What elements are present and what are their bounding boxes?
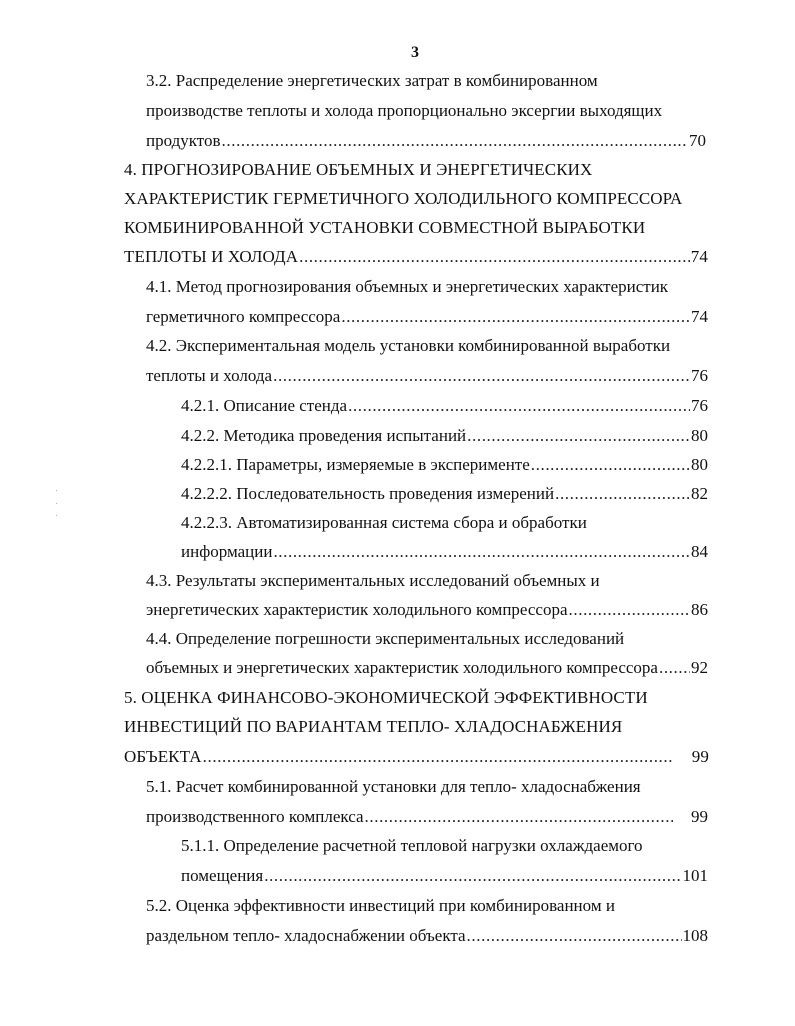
- toc-page-number: 76: [691, 366, 708, 385]
- toc-page-number: 74: [691, 307, 708, 326]
- toc-entry: [146, 595, 708, 625]
- toc-page-number: 99: [691, 747, 709, 766]
- toc-page-number: 82: [691, 484, 708, 503]
- toc-leader-dots: [348, 391, 690, 421]
- toc-entry-title: энергетических характеристик холодильного компрессора: [146, 600, 568, 619]
- toc-page-number: 74: [690, 247, 708, 266]
- toc-line: [146, 96, 662, 126]
- toc-leader-dots: [365, 802, 673, 832]
- toc-page-number: 92: [691, 658, 708, 677]
- toc-chapter-line: [124, 683, 648, 713]
- toc-line-text: 5.1.1. Определение расчетной тепловой нагрузки охлаждаемого: [181, 836, 643, 855]
- toc-line-text: 4.4. Определение погрешности экспериментальных исследований: [146, 629, 625, 648]
- toc-line-text: 4.2. Экспериментальная модель установки комбинированной выработки: [146, 336, 671, 355]
- toc-page-number: 101: [682, 866, 708, 885]
- toc-entry-title: 4.2.1. Описание стенда: [181, 396, 348, 415]
- toc-chapter-line: [124, 712, 622, 742]
- toc-entry-title: помещения: [181, 866, 264, 885]
- toc-entry: [181, 861, 708, 891]
- toc-line-text: 5.2. Оценка эффективности инвестиций при комбинированном и: [146, 896, 615, 915]
- toc-entry: [146, 653, 708, 683]
- toc-line-text: 5. ОЦЕНКА ФИНАНСОВО-ЭКОНОМИЧЕСКОЙ ЭФФЕКТИВНОСТИ: [124, 688, 648, 707]
- toc-page-number: 76: [691, 396, 708, 415]
- toc-leader-dots: [273, 537, 690, 567]
- toc-leader-dots: [299, 242, 690, 272]
- toc-chapter-line: [124, 184, 682, 214]
- toc-line-text: 4. ПРОГНОЗИРОВАНИЕ ОБЪЕМНЫХ И ЭНЕРГЕТИЧЕСКИХ: [124, 160, 593, 179]
- toc-line: [181, 508, 587, 538]
- toc-line-text: ХАРАКТЕРИСТИК ГЕРМЕТИЧНОГО ХОЛОДИЛЬНОГО КОМПРЕССОРА: [124, 189, 683, 208]
- toc-entry: [181, 421, 708, 451]
- toc-line: [146, 331, 670, 361]
- toc-leader-dots: [264, 861, 681, 891]
- toc-line: [146, 66, 598, 96]
- toc-line-text: 4.1. Метод прогнозирования объемных и энергетических характеристик: [146, 277, 669, 296]
- toc-entry: [124, 742, 709, 772]
- toc-entry-title: информации: [181, 542, 273, 561]
- toc-entry: [146, 361, 708, 391]
- scan-speck: [56, 503, 57, 504]
- toc-entry-title: производственного комплекса: [146, 807, 364, 826]
- toc-line-text: 4.3. Результаты экспериментальных исследований объемных и: [146, 571, 600, 590]
- toc-line-text: ИНВЕСТИЦИЙ ПО ВАРИАНТАМ ТЕПЛО- ХЛАДОСНАБЖЕНИЯ: [124, 717, 623, 736]
- toc-entry-title: теплоты и холода: [146, 366, 273, 385]
- toc-line-text: КОМБИНИРОВАННОЙ УСТАНОВКИ СОВМЕСТНОЙ ВЫРАБОТКИ: [124, 218, 646, 237]
- toc-leader-dots: [467, 921, 682, 951]
- toc-entry-title: продуктов: [146, 131, 221, 150]
- toc-leader-dots: [222, 126, 688, 156]
- toc-entry: [181, 450, 708, 480]
- toc-leader-dots: [531, 450, 690, 480]
- toc-entry-title: 4.2.2.2. Последовательность проведения измерений: [181, 484, 555, 503]
- toc-line-text: 4.2.2.3. Автоматизированная система сбора и обработки: [181, 513, 587, 532]
- toc-page-number: 99: [691, 807, 708, 826]
- toc-entry: [181, 479, 708, 509]
- toc-leader-dots: [555, 479, 690, 509]
- toc-entry: [124, 242, 708, 272]
- toc-page-number: 70: [689, 131, 706, 150]
- toc-entry-title: раздельном тепло- хладоснабжении объекта: [146, 926, 466, 945]
- toc-line: [146, 272, 668, 302]
- toc-line: [146, 772, 641, 802]
- toc-line-text: 5.1. Расчет комбинированной установки для тепло- хладоснабжения: [146, 777, 641, 796]
- toc-line: [146, 624, 624, 654]
- toc-entry: [181, 537, 708, 567]
- page-number: 3: [411, 44, 419, 61]
- toc-line: [146, 566, 600, 596]
- toc-line: [181, 831, 643, 861]
- toc-leader-dots: [273, 361, 690, 391]
- toc-line: [146, 891, 615, 921]
- toc-entry: [146, 302, 708, 332]
- toc-leader-dots: [341, 302, 690, 332]
- toc-leader-dots: [467, 421, 690, 451]
- toc-entry: [181, 391, 708, 421]
- toc-page-number: 84: [691, 542, 708, 561]
- toc-entry: [146, 126, 706, 156]
- toc-chapter-line: [124, 155, 592, 185]
- toc-page-number: 86: [691, 600, 708, 619]
- scan-speck: [56, 490, 57, 491]
- toc-chapter-line: [124, 213, 645, 243]
- toc-entry: [146, 921, 708, 951]
- toc-entry-title: 4.2.2. Методика проведения испытаний: [181, 426, 467, 445]
- toc-page-number: 80: [691, 455, 708, 474]
- toc-entry-title: объемных и энергетических характеристик холодильного компрессора: [146, 658, 658, 677]
- toc-leader-dots: [569, 595, 690, 625]
- toc-leader-dots: [659, 653, 690, 683]
- toc-entry-title: герметичного компрессора: [146, 307, 341, 326]
- toc-entry-title: 4.2.2.1. Параметры, измеряемые в эксперименте: [181, 455, 530, 474]
- toc-page-number: 80: [691, 426, 708, 445]
- toc-line-text: 3.2. Распределение энергетических затрат в комбинированном: [146, 71, 598, 90]
- toc-entry: [146, 802, 708, 832]
- scan-speck: [56, 515, 57, 516]
- toc-entry-title: ТЕПЛОТЫ И ХОЛОДА: [124, 247, 299, 266]
- toc-line-text: производстве теплоты и холода пропорционально эксергии выходящих: [146, 101, 663, 120]
- toc-entry-title: ОБЪЕКТА: [124, 747, 202, 766]
- toc-leader-dots: [203, 742, 674, 772]
- toc-page-number: 108: [682, 926, 708, 945]
